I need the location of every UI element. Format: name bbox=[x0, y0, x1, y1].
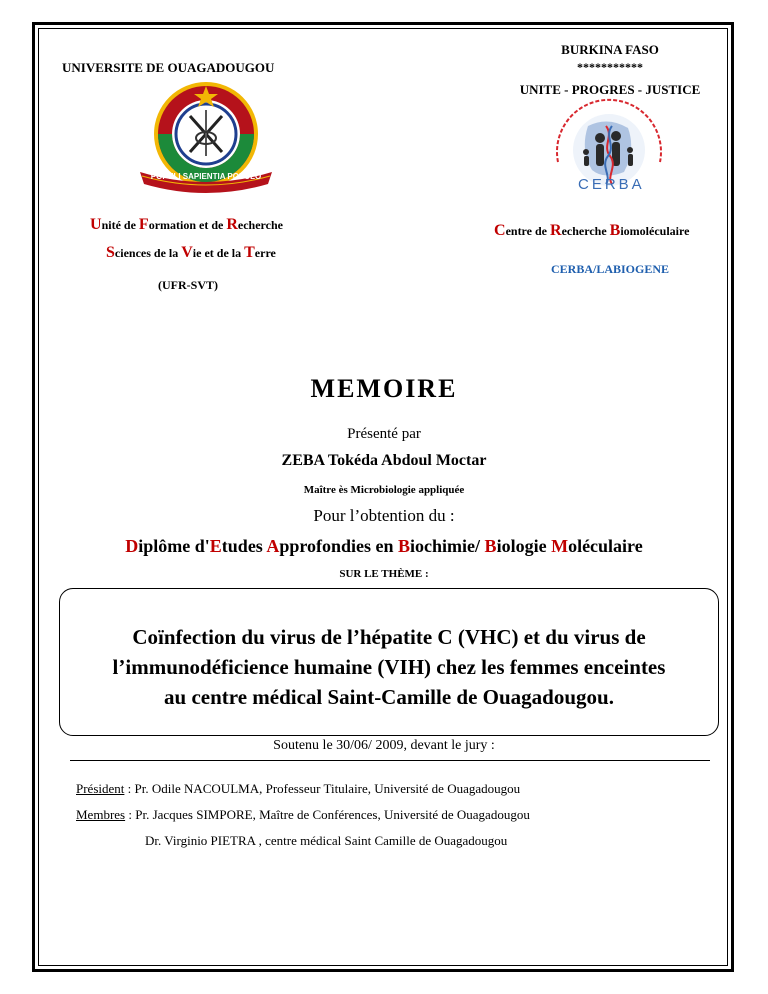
theme-line-2: l’immunodéficience humaine (VIH) chez les femmes enceintes bbox=[112, 655, 666, 679]
cerba-labiogene: CERBA/LABIOGENE bbox=[550, 262, 670, 276]
cerba-acronym: CERBA bbox=[578, 176, 645, 193]
ufr-line-2: Sciences de la Vie et de la Terre bbox=[106, 244, 276, 261]
jury-member-2: Dr. Virginio PIETRA , centre médical Saint Camille de Ouagadougou bbox=[145, 833, 508, 848]
document-type-title: MEMOIRE bbox=[310, 374, 458, 403]
university-name: UNIVERSITE DE OUAGADOUGOU bbox=[62, 60, 275, 75]
theme-title bbox=[59, 622, 719, 712]
ufr-acronym: (UFR-SVT) bbox=[158, 278, 218, 292]
jury-member-1 bbox=[76, 804, 726, 826]
jury-divider bbox=[70, 760, 710, 761]
seal-banner-text: POPULI SAPIENTIA POPULO bbox=[150, 172, 262, 181]
jury-president bbox=[76, 778, 726, 800]
members-label: Membres bbox=[76, 807, 126, 822]
theme-line-1: Coïnfection du virus de l’hépatite C (VHC) et du virus de bbox=[132, 625, 646, 649]
country-stars: *********** bbox=[577, 60, 643, 74]
cerba-logo bbox=[548, 96, 670, 198]
author-name: ZEBA Tokéda Abdoul Moctar bbox=[281, 452, 487, 469]
president-label: Président bbox=[76, 781, 125, 796]
theme-label: SUR LE THÈME : bbox=[339, 568, 429, 580]
cerba-fullname: Centre de Recherche Biomoléculaire bbox=[494, 222, 690, 239]
country-motto: UNITE - PROGRES - JUSTICE bbox=[519, 82, 701, 97]
ufr-line-1: Unité de Formation et de Recherche bbox=[90, 216, 283, 233]
member-1-text: : Pr. Jacques SIMPORE, Maître de Conférences, Université de Ouagadougou bbox=[125, 807, 530, 822]
for-obtaining: Pour l’obtention du : bbox=[313, 506, 455, 525]
president-text: : Pr. Odile NACOULMA, Professeur Titulaire, Université de Ouagadougou bbox=[124, 781, 521, 796]
theme-line-3: au centre médical Saint-Camille de Ouagadougou. bbox=[164, 685, 614, 709]
university-seal-logo bbox=[132, 80, 280, 198]
defense-date: Soutenu le 30/06/ 2009, devant le jury : bbox=[273, 738, 495, 753]
author-degree: Maître ès Microbiologie appliquée bbox=[303, 484, 465, 496]
country-name: BURKINA FASO bbox=[561, 42, 659, 57]
presented-by: Présenté par bbox=[347, 426, 421, 442]
diploma-title: Diplôme d'Etudes Approfondies en Biochimie/ Biologie Moléculaire bbox=[125, 536, 643, 556]
